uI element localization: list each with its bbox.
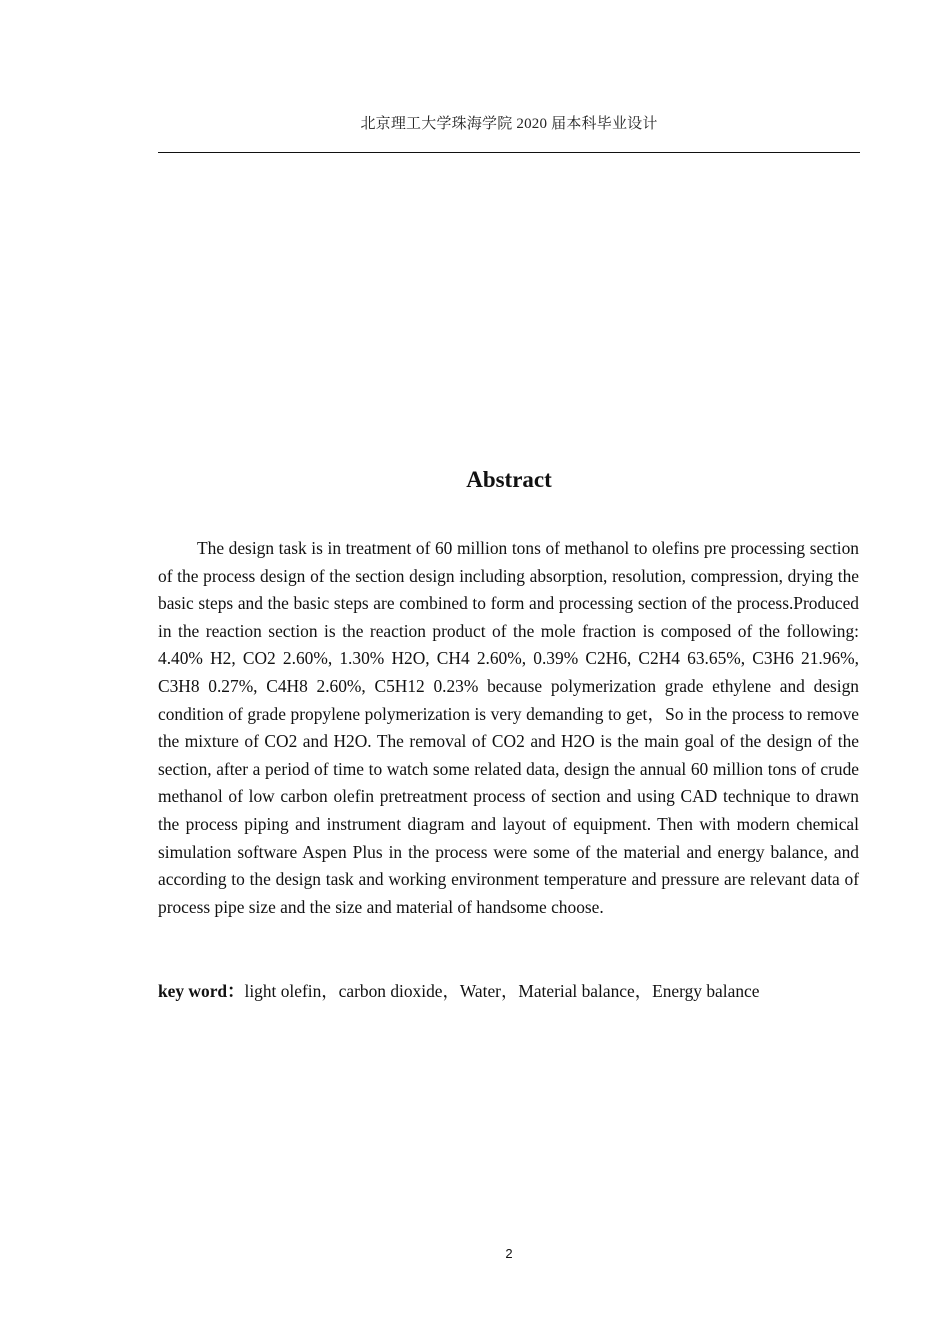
abstract-body: The design task is in treatment of 60 million tons of methanol to olefins pre processing section of the process design of the section design including absorption, resolution, compression, drying the basic steps and the basic steps are combined to form and processing section of the process.Produced in the reaction section is the reaction product of the mole fraction is composed of the following: 4.40% H2, CO2 2.60%, 1.30% H2O, CH4 2.60%, 0.39% C2H6, C2H4 63.65%, C3H6 21.96%, C3H8 0.27%, C4H8 2.60%, C5H12 0.23% because polymerization grade ethylene and design condition of grade propylene polymerization is very demanding to get，So in the process to remove the mixture of CO2 and H2O. The removal of CO2 and H2O is the main goal of the design of the section, after a period of time to watch some related data, design the annual 60 million tons of crude methanol of low carbon olefin pretreatment process of section and using CAD technique to drawn the process piping and instrument diagram and layout of equipment. Then with modern chemical simulation software Aspen Plus in the process were some of the material and energy balance, and according to the design task and working environment temperature and pressure are relevant data of process pipe size and the size and material of handsome choose. xyxy=(158,538,859,917)
keywords-label: key word： xyxy=(158,981,245,1001)
keywords-value: light olefin，carbon dioxide，Water，Material balance，Energy balance xyxy=(244,981,760,1001)
header-divider xyxy=(158,152,860,153)
keywords-line xyxy=(158,978,860,1006)
page-number: 2 xyxy=(505,1246,513,1261)
abstract-title: Abstract xyxy=(466,467,552,492)
page-header: 北京理工大学珠海学院 2020 届本科毕业设计 xyxy=(360,116,658,132)
